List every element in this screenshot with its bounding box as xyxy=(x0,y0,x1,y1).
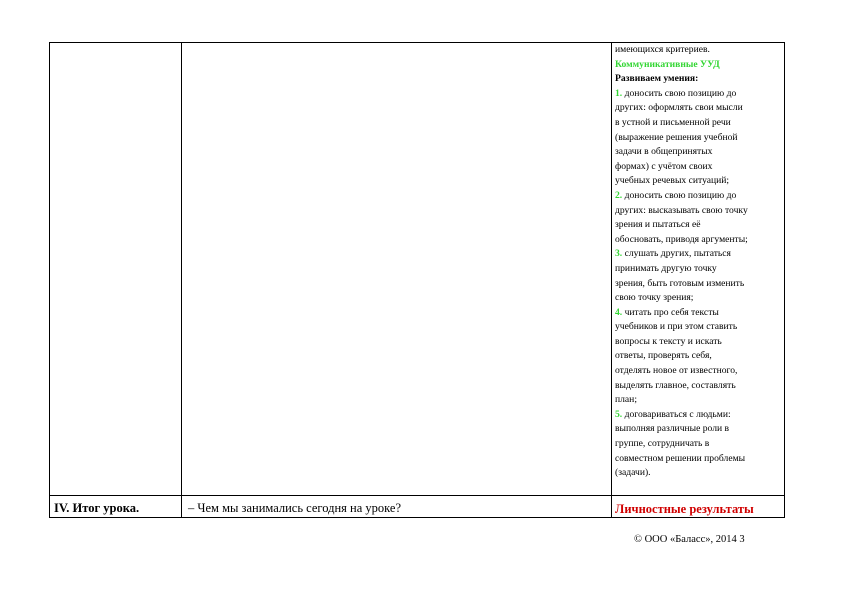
cell-line xyxy=(615,145,783,160)
line-text: план; xyxy=(615,394,637,406)
line-text: зрения, быть готовым изменить xyxy=(615,277,745,289)
line-text: учебников и при этом ставить xyxy=(615,321,738,333)
table-right-border xyxy=(784,42,785,518)
cell-line xyxy=(615,87,783,102)
line-text: доносить свою позицию до xyxy=(622,189,737,201)
cell-line xyxy=(615,379,783,394)
list-number: 1. xyxy=(615,87,623,99)
cell-line xyxy=(615,277,783,292)
line-text: выполняя различные роли в xyxy=(615,423,730,435)
cell-line xyxy=(615,408,783,423)
cell-line xyxy=(615,116,783,131)
row-divider xyxy=(49,495,785,496)
line-text: ответы, проверять себя, xyxy=(615,350,712,362)
cell-line xyxy=(615,437,783,452)
cell-line xyxy=(615,452,783,467)
line-text: слушать других, пытаться xyxy=(622,248,731,260)
cell-line xyxy=(615,306,783,321)
cell-line xyxy=(615,72,783,87)
line-text: в устной и письменной речи xyxy=(615,116,731,128)
lesson-stage-title: IV. Итог урока. xyxy=(54,501,140,515)
cell-line xyxy=(615,101,783,116)
line-text: совместном решении проблемы xyxy=(615,452,746,464)
line-text: (выражение решения учебной xyxy=(615,131,738,143)
cell-line xyxy=(615,131,783,146)
cell-line xyxy=(615,335,783,350)
line-text: свою точку зрения; xyxy=(615,292,694,304)
line-text: вопросы к тексту и искать xyxy=(615,335,722,347)
cell-line xyxy=(615,291,783,306)
cell-line xyxy=(615,422,783,437)
line-text: других: высказывать свою точку xyxy=(615,204,748,216)
line-text: договариваться с людьми: xyxy=(622,408,731,420)
lesson-table xyxy=(49,42,785,518)
list-number: 5. xyxy=(615,408,623,420)
cell-line xyxy=(615,247,783,262)
line-text: Коммуникативные УУД xyxy=(615,58,720,70)
cell-line xyxy=(615,174,783,189)
line-text: читать про себя тексты xyxy=(622,306,719,318)
column-divider-2 xyxy=(611,42,612,518)
line-text: группе, сотрудничать в xyxy=(615,438,710,450)
cell-line xyxy=(615,262,783,277)
line-text: зрения и пытаться её xyxy=(615,219,701,231)
line-text: принимать другую точку xyxy=(615,262,717,274)
cell-line xyxy=(615,218,783,233)
cell-line xyxy=(615,393,783,408)
list-number: 3. xyxy=(615,248,623,260)
cell-line xyxy=(615,58,783,73)
cell-line xyxy=(615,160,783,175)
cell-line xyxy=(615,364,783,379)
copyright-footer: © ООО «Баласс», 2014 3 xyxy=(634,534,745,545)
line-text: формах) с учётом своих xyxy=(615,160,713,172)
cell-line xyxy=(615,189,783,204)
line-text: учебных речевых ситуаций; xyxy=(615,175,730,187)
line-text: других: оформлять свои мысли xyxy=(615,102,743,114)
cell-line xyxy=(615,349,783,364)
list-number: 2. xyxy=(615,189,623,201)
line-text: обосновать, приводя аргументы; xyxy=(615,233,748,245)
line-text: доносить свою позицию до xyxy=(622,87,737,99)
cell-line xyxy=(615,233,783,248)
line-text: Развиваем умения: xyxy=(615,73,699,85)
cell-line xyxy=(615,320,783,335)
cell-line xyxy=(615,466,783,481)
table-left-border xyxy=(49,42,50,518)
personal-results-heading: Личностные результаты xyxy=(615,502,754,516)
column-divider-1 xyxy=(181,42,182,518)
cell-line xyxy=(615,204,783,219)
cell-line xyxy=(615,43,783,58)
line-text: имеющихся критериев. xyxy=(615,44,710,55)
line-text: отделять новое от известного, xyxy=(615,365,738,377)
line-text: выделять главное, составлять xyxy=(615,379,736,391)
line-text: задачи в общепринятых xyxy=(615,146,713,158)
teacher-question: – Чем мы занимались сегодня на уроке? xyxy=(188,501,402,515)
list-number: 4. xyxy=(615,306,623,318)
line-text: (задачи). xyxy=(615,467,651,479)
communicative-uud-cell xyxy=(615,42,783,481)
table-bottom-border xyxy=(49,517,785,518)
